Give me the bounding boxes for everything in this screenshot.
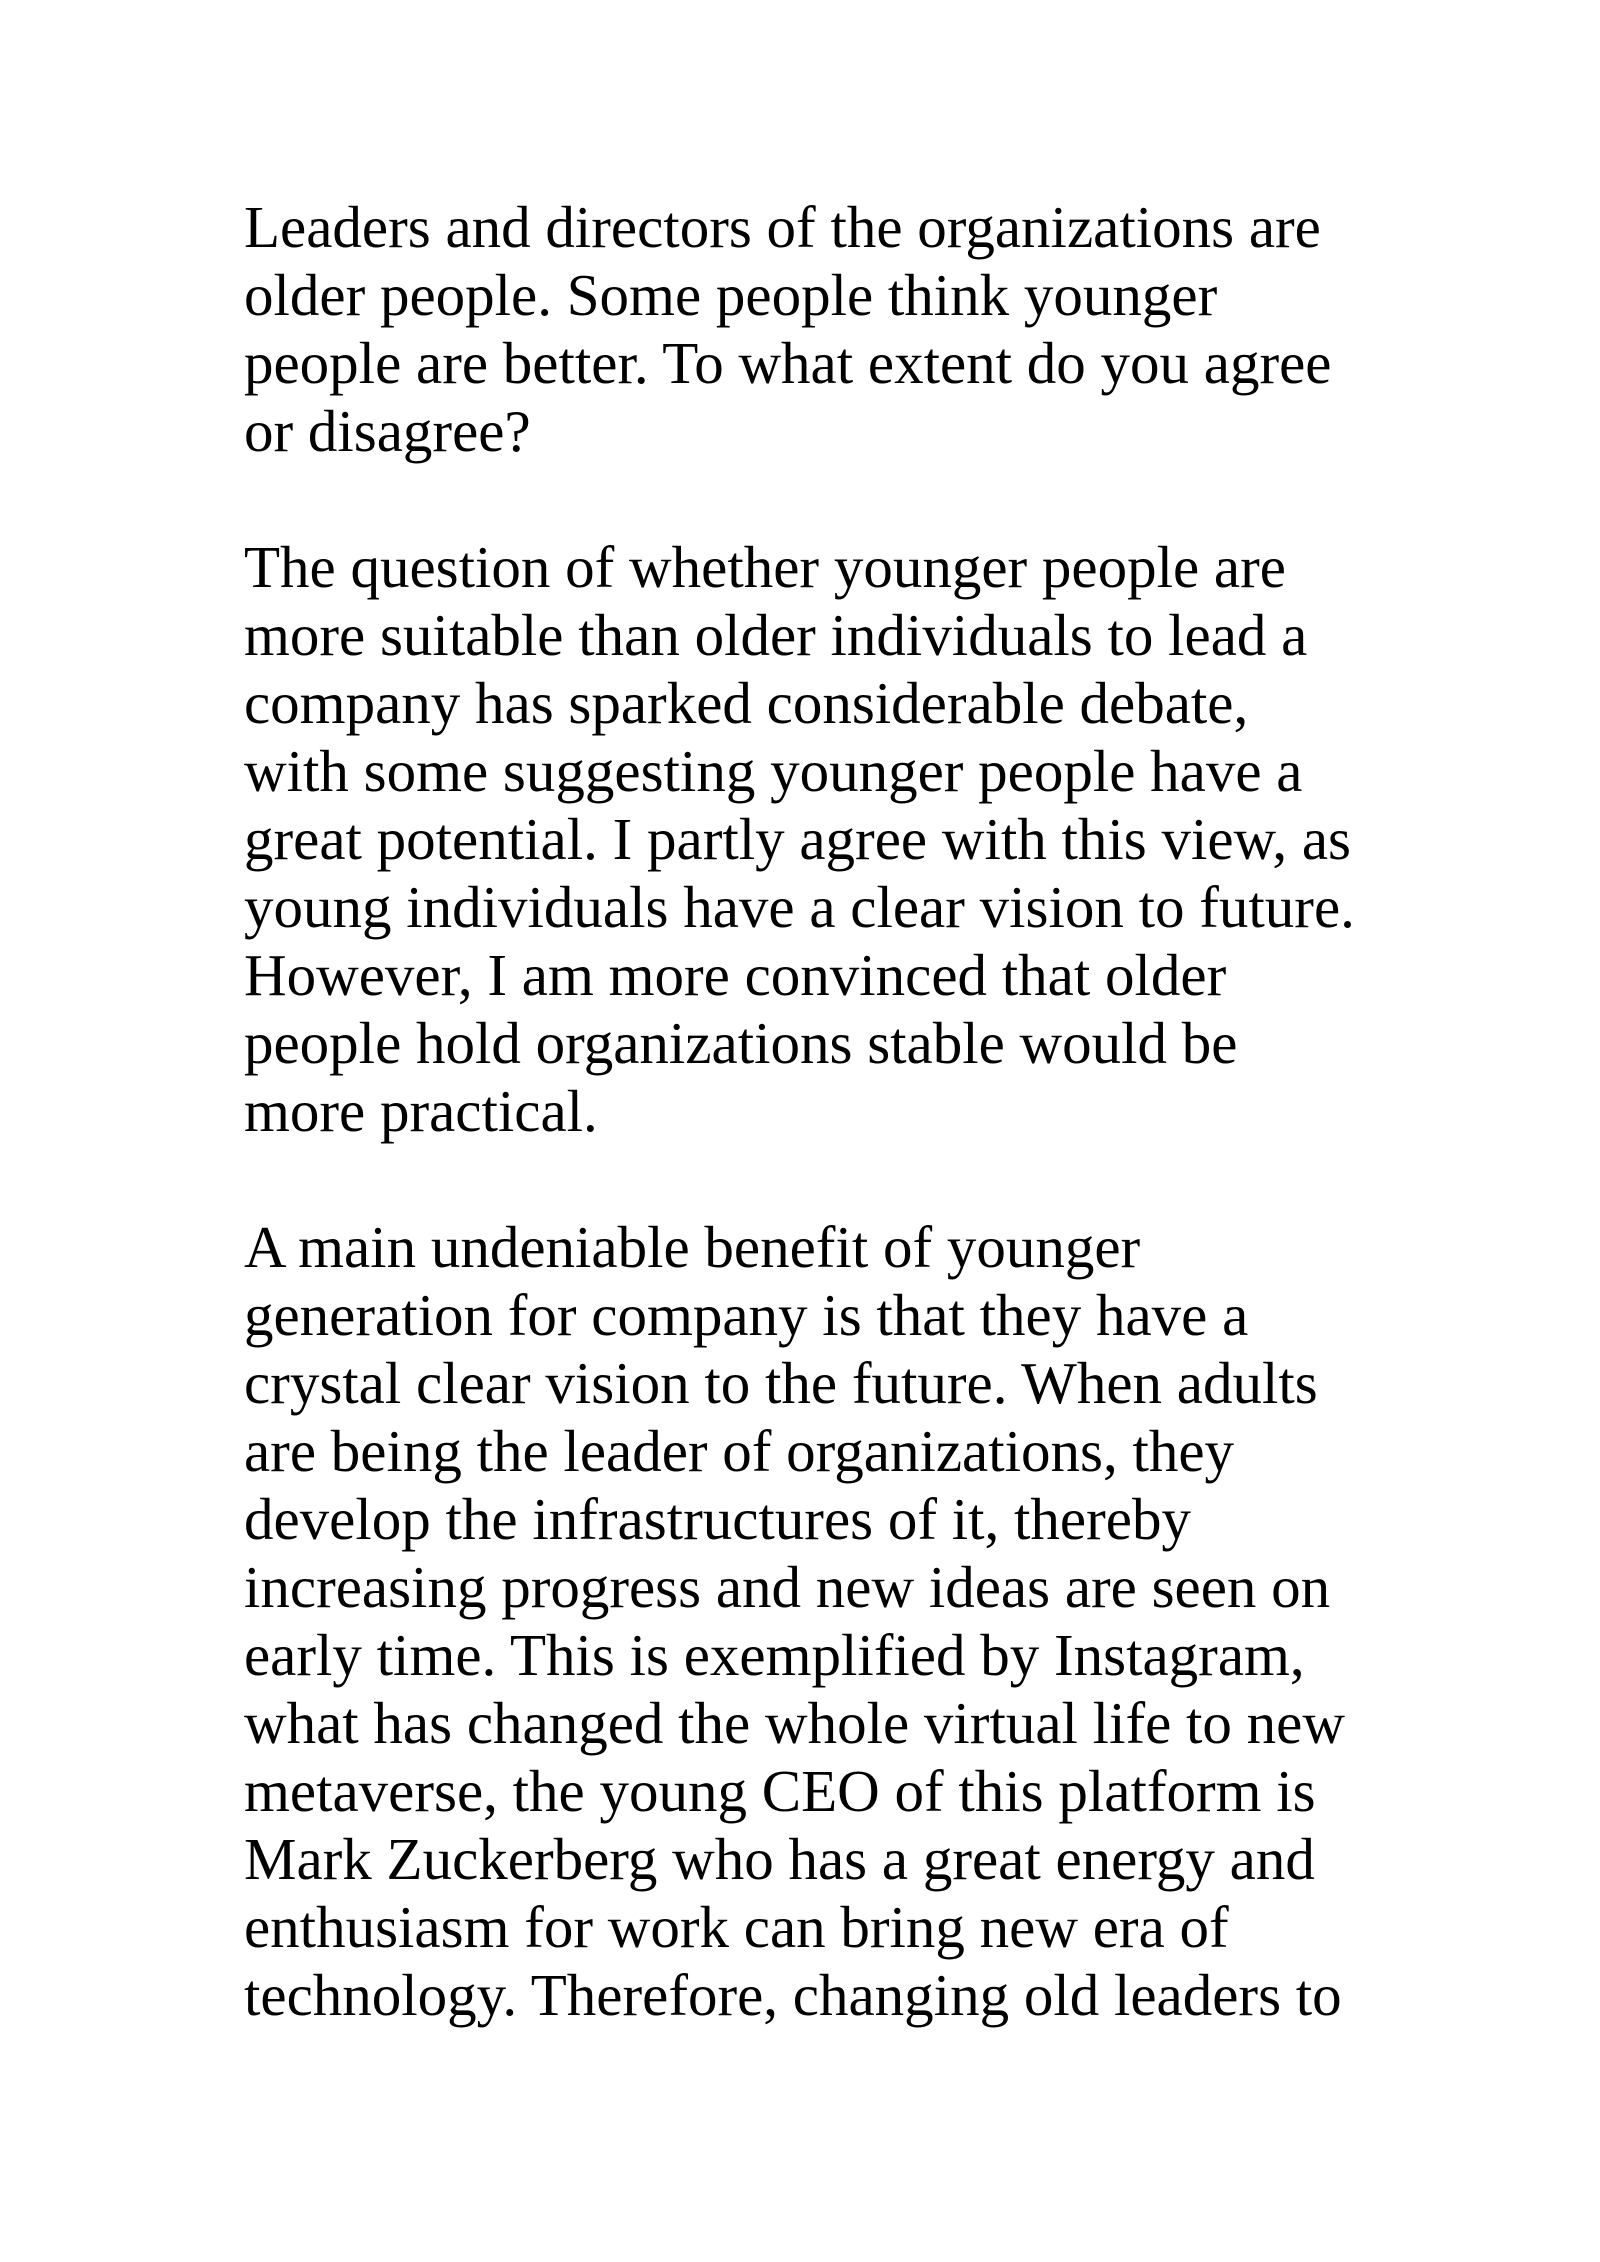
text-line: metaverse, the young CEO of this platform is: [244, 1758, 1316, 1824]
text-line: increasing progress and new ideas are seen on: [244, 1554, 1331, 1620]
text-line: early time. This is exemplified by Instagram,: [244, 1622, 1305, 1688]
text-line: Mark Zuckerberg who has a great energy and: [244, 1826, 1315, 1892]
text-line: The question of whether younger people are: [244, 534, 1286, 600]
text-line: older people. Some people think younger: [244, 262, 1218, 328]
essay-text-block: [244, 193, 1355, 2029]
text-line: with some suggesting younger people have a: [244, 738, 1303, 804]
text-line: However, I am more convinced that older: [244, 942, 1227, 1008]
text-line: what has changed the whole virtual life to new: [244, 1690, 1345, 1756]
text-line: crystal clear vision to the future. When adults: [244, 1350, 1318, 1416]
essay-paragraph-introduction: [244, 533, 1355, 1145]
essay-paragraph-prompt: [244, 193, 1355, 465]
text-line: technology. Therefore, changing old leaders to: [244, 1962, 1342, 2028]
text-line: are being the leader of organizations, they: [244, 1418, 1235, 1484]
text-line: develop the infrastructures of it, thereby: [244, 1486, 1191, 1552]
text-line: great potential. I partly agree with this view, as: [244, 806, 1351, 872]
text-line: enthusiasm for work can bring new era of: [244, 1894, 1229, 1960]
text-line: young individuals have a clear vision to future.: [244, 874, 1355, 940]
text-line: people hold organizations stable would be: [244, 1010, 1238, 1076]
text-line: generation for company is that they have a: [244, 1282, 1249, 1348]
text-line: more suitable than older individuals to lead a: [244, 602, 1308, 668]
essay-paragraph-body: [244, 1213, 1355, 2029]
text-line: Leaders and directors of the organizations are: [244, 194, 1321, 260]
text-line: or disagree?: [244, 398, 531, 464]
text-line: people are better. To what extent do you agree: [244, 330, 1332, 396]
text-line: more practical.: [244, 1078, 598, 1144]
text-line: A main undeniable benefit of younger: [244, 1214, 1141, 1280]
text-line: company has sparked considerable debate,: [244, 670, 1249, 736]
